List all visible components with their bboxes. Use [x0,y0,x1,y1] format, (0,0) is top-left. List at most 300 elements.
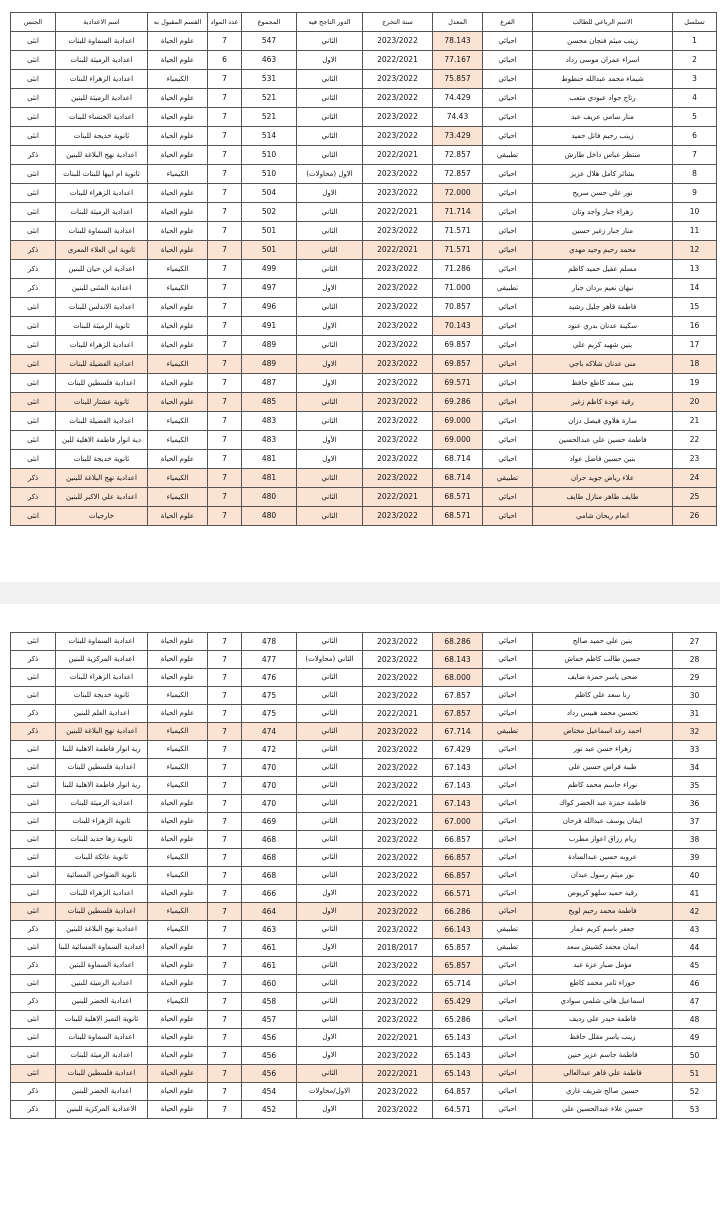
table-row [11,687,717,705]
cell-subjects: 7 [208,777,242,795]
cell-branch: احيائي [483,975,533,993]
cell-subjects: 7 [208,651,242,669]
cell-student-name: فاطمة محمد رحيم لويخ [533,903,673,921]
cell-subjects: 7 [208,795,242,813]
table-row [11,51,717,70]
cell-seq: 27 [673,633,717,651]
cell-subjects: 7 [208,412,242,431]
cell-branch: احيائي [483,957,533,975]
cell-total: 468 [242,831,297,849]
table-row [11,741,717,759]
cell-total: 470 [242,759,297,777]
cell-seq: 43 [673,921,717,939]
cell-round: الاول [297,374,363,393]
cell-school: اعدادية الرميثة للبنات [56,1047,148,1065]
cell-round: الاول [297,279,363,298]
cell-department: الكيمياء [148,993,208,1011]
cell-round: الاول [297,317,363,336]
cell-branch: احيائي [483,1083,533,1101]
cell-round: الثاني [297,108,363,127]
cell-average: 69.000 [433,431,483,450]
cell-student-name: نور علي حسن سريح [533,184,673,203]
cell-total: 457 [242,1011,297,1029]
cell-subjects: 7 [208,184,242,203]
cell-gender: انثى [11,393,56,412]
cell-department: علوم الحياة [148,317,208,336]
cell-total: 463 [242,921,297,939]
cell-school: اعدادية الزهراء للبنات [56,885,148,903]
cell-grad-year: 2023/2022 [363,374,433,393]
header-branch: الفرع [483,13,533,32]
cell-school: اعدادية فلسطين للبنات [56,1065,148,1083]
cell-total: 460 [242,975,297,993]
cell-subjects: 7 [208,1047,242,1065]
cell-branch: احيائي [483,507,533,526]
cell-average: 65.143 [433,1029,483,1047]
cell-department: علوم الحياة [148,975,208,993]
cell-branch: احيائي [483,374,533,393]
cell-department: علوم الحياة [148,1011,208,1029]
table-row [11,975,717,993]
cell-gender: ذكر [11,1101,56,1119]
cell-seq: 53 [673,1101,717,1119]
cell-gender: انثى [11,759,56,777]
cell-total: 466 [242,885,297,903]
cell-average: 67.429 [433,741,483,759]
cell-subjects: 7 [208,450,242,469]
cell-school: ثانوية عائكة للبنات [56,849,148,867]
cell-school: اعدادية السماوة للبنات [56,633,148,651]
cell-total: 458 [242,993,297,1011]
cell-grad-year: 2023/2022 [363,885,433,903]
cell-department: علوم الحياة [148,298,208,317]
cell-school: ثانوية زها حديد للبنات [56,831,148,849]
cell-department: علوم الحياة [148,108,208,127]
table-row [11,1083,717,1101]
cell-student-name: تحسين محمد هبيس رداد [533,705,673,723]
cell-grad-year: 2022/2021 [363,1065,433,1083]
cell-branch: احيائي [483,687,533,705]
cell-grad-year: 2023/2022 [363,633,433,651]
cell-average: 69.857 [433,336,483,355]
cell-average: 67.143 [433,795,483,813]
cell-branch: احيائي [483,903,533,921]
cell-seq: 7 [673,146,717,165]
cell-total: 478 [242,633,297,651]
table-row [11,317,717,336]
cell-grad-year: 2023/2022 [363,260,433,279]
cell-gender: انثى [11,298,56,317]
cell-department: الكيمياء [148,279,208,298]
cell-department: الكيمياء [148,687,208,705]
cell-average: 67.857 [433,687,483,705]
cell-gender: انثى [11,127,56,146]
cell-subjects: 7 [208,469,242,488]
cell-gender: انثى [11,777,56,795]
cell-branch: احيائي [483,298,533,317]
cell-student-name: فاطمة حسين علي عبدالحسين [533,431,673,450]
cell-branch: احيائي [483,1047,533,1065]
cell-school: اعدادية الرميثة للبنين [56,89,148,108]
cell-round: الاول [297,1047,363,1065]
table-row [11,32,717,51]
cell-branch: احيائي [483,1011,533,1029]
cell-subjects: 7 [208,355,242,374]
cell-school: دية انوار فاطمة الاهلية للبن [56,431,148,450]
cell-total: 456 [242,1047,297,1065]
cell-seq: 44 [673,939,717,957]
cell-total: 510 [242,146,297,165]
cell-seq: 51 [673,1065,717,1083]
cell-branch: احيائي [483,705,533,723]
cell-student-name: زينب رحيم فاتل حميد [533,127,673,146]
cell-seq: 50 [673,1047,717,1065]
cell-gender: انثى [11,849,56,867]
table-row [11,867,717,885]
cell-student-name: اسماعيل هاني شلمي سوادي [533,993,673,1011]
cell-department: الكيمياء [148,70,208,89]
cell-grad-year: 2023/2022 [363,412,433,431]
cell-seq: 40 [673,867,717,885]
cell-average: 68.571 [433,488,483,507]
cell-subjects: 7 [208,1101,242,1119]
cell-student-name: مسلم عقيل حميد كاظم [533,260,673,279]
cell-student-name: بشائر كامل هلال عزيز [533,165,673,184]
cell-seq: 38 [673,831,717,849]
cell-department: علوم الحياة [148,127,208,146]
cell-seq: 8 [673,165,717,184]
cell-school: اعدادية الرميثة للبنين [56,975,148,993]
cell-subjects: 7 [208,507,242,526]
cell-seq: 4 [673,89,717,108]
cell-average: 70.857 [433,298,483,317]
cell-school: اعدادية الخضر للبنين [56,993,148,1011]
cell-seq: 32 [673,723,717,741]
cell-subjects: 7 [208,813,242,831]
cell-student-name: فاطمة علي قاهر عبدالعالي [533,1065,673,1083]
cell-gender: انثى [11,885,56,903]
cell-average: 66.286 [433,903,483,921]
table-row [11,939,717,957]
cell-total: 501 [242,222,297,241]
cell-school: اعدادية الزهراء للبنات [56,336,148,355]
cell-average: 77.167 [433,51,483,70]
cell-school: اعدادية علي الاكبر للبنين [56,488,148,507]
cell-student-name: اسراء عمران موسى رداد [533,51,673,70]
cell-grad-year: 2023/2022 [363,723,433,741]
cell-department: الكيمياء [148,741,208,759]
cell-total: 456 [242,1029,297,1047]
cell-average: 69.286 [433,393,483,412]
cell-department: علوم الحياة [148,957,208,975]
cell-student-name: رتاج جواد عبودي متعب [533,89,673,108]
cell-seq: 16 [673,317,717,336]
cell-round: الثاني [297,469,363,488]
cell-average: 75.857 [433,70,483,89]
cell-average: 70.143 [433,317,483,336]
cell-total: 502 [242,203,297,222]
cell-grad-year: 2023/2022 [363,741,433,759]
cell-school: اعدادية المركزية للبنين [56,651,148,669]
cell-total: 461 [242,957,297,975]
table-body-page-2 [11,633,717,1119]
cell-total: 483 [242,412,297,431]
cell-department: علوم الحياة [148,374,208,393]
cell-student-name: زهراء جبار واجد وتان [533,203,673,222]
cell-gender: انثى [11,813,56,831]
cell-grad-year: 2023/2022 [363,450,433,469]
cell-grad-year: 2023/2022 [363,108,433,127]
cell-grad-year: 2023/2022 [363,431,433,450]
cell-branch: احيائي [483,831,533,849]
cell-seq: 34 [673,759,717,777]
cell-total: 510 [242,165,297,184]
cell-round: الثاني [297,957,363,975]
cell-department: الكيمياء [148,260,208,279]
cell-average: 64.571 [433,1101,483,1119]
cell-subjects: 7 [208,741,242,759]
cell-average: 68.714 [433,469,483,488]
cell-subjects: 7 [208,867,242,885]
header-subjects: عدد المواد [208,13,242,32]
cell-school: ثانوية عشتار للبنات [56,393,148,412]
cell-round: الاول (محاولات) [297,165,363,184]
cell-gender: انثى [11,1047,56,1065]
cell-seq: 17 [673,336,717,355]
cell-grad-year: 2018/2017 [363,939,433,957]
results-table-page-1 [10,12,716,526]
cell-total: 487 [242,374,297,393]
cell-seq: 24 [673,469,717,488]
cell-average: 68.714 [433,450,483,469]
cell-grad-year: 2023/2022 [363,975,433,993]
cell-round: الثاني [297,741,363,759]
cell-average: 65.857 [433,939,483,957]
cell-department: الكيمياء [148,165,208,184]
cell-school: اعدادية ابن حيان للبنين [56,260,148,279]
cell-average: 67.143 [433,759,483,777]
cell-school: اعدادية فلسطين للبنات [56,903,148,921]
cell-subjects: 7 [208,222,242,241]
cell-grad-year: 2023/2022 [363,759,433,777]
cell-grad-year: 2023/2022 [363,127,433,146]
cell-total: 477 [242,651,297,669]
cell-subjects: 7 [208,1029,242,1047]
table-row [11,1029,717,1047]
table-row [11,651,717,669]
cell-gender: ذكر [11,260,56,279]
cell-school: ثانوية خديجة للبنات [56,450,148,469]
cell-round: الثاني [297,975,363,993]
cell-average: 66.857 [433,849,483,867]
cell-branch: احيائي [483,1065,533,1083]
cell-seq: 49 [673,1029,717,1047]
cell-branch: احيائي [483,355,533,374]
cell-gender: انثى [11,70,56,89]
table-row [11,355,717,374]
cell-seq: 46 [673,975,717,993]
cell-department: الكيمياء [148,355,208,374]
table-row [11,184,717,203]
cell-round: الثاني [297,921,363,939]
cell-student-name: نوراء جاسم محمد كاظم [533,777,673,795]
cell-branch: احيائي [483,651,533,669]
cell-department: علوم الحياة [148,241,208,260]
cell-branch: احيائي [483,393,533,412]
table-row [11,903,717,921]
cell-round: الثاني [297,687,363,705]
cell-department: الكيمياء [148,412,208,431]
cell-student-name: رقية حميد سلهو كريوص [533,885,673,903]
cell-student-name: فاطمة حيدر علي رديف [533,1011,673,1029]
cell-student-name: ضحى ياسر حمزة ضايف [533,669,673,687]
cell-branch: احيائي [483,412,533,431]
cell-total: 480 [242,507,297,526]
cell-average: 67.857 [433,705,483,723]
cell-grad-year: 2023/2022 [363,687,433,705]
cell-seq: 39 [673,849,717,867]
cell-school: اعدادية الرميثة للبنات [56,203,148,222]
cell-subjects: 7 [208,32,242,51]
cell-round: الثاني [297,222,363,241]
cell-subjects: 7 [208,975,242,993]
cell-grad-year: 2022/2021 [363,488,433,507]
cell-round: الثاني [297,70,363,89]
cell-round: الاول [297,903,363,921]
cell-round: الثاني [297,777,363,795]
cell-branch: احيائي [483,849,533,867]
cell-department: علوم الحياة [148,939,208,957]
table-row [11,203,717,222]
cell-average: 71.714 [433,203,483,222]
table-row [11,450,717,469]
cell-round: الثاني [297,705,363,723]
cell-gender: انثى [11,355,56,374]
table-row [11,633,717,651]
cell-school: رية انوار فاطمة الاهلية للبنا [56,777,148,795]
cell-school: اعدادية الاندلس للبنات [56,298,148,317]
table-row [11,336,717,355]
cell-school: اعدادية السماوة للبنات [56,32,148,51]
cell-department: علوم الحياة [148,336,208,355]
cell-grad-year: 2023/2022 [363,336,433,355]
cell-seq: 36 [673,795,717,813]
cell-seq: 29 [673,669,717,687]
cell-student-name: حسين علاء عبدالحسين علي [533,1101,673,1119]
cell-gender: انثى [11,222,56,241]
cell-total: 474 [242,723,297,741]
cell-subjects: 7 [208,127,242,146]
cell-gender: انثى [11,975,56,993]
cell-seq: 41 [673,885,717,903]
cell-grad-year: 2023/2022 [363,849,433,867]
cell-grad-year: 2023/2022 [363,867,433,885]
cell-gender: ذكر [11,488,56,507]
cell-average: 66.571 [433,885,483,903]
cell-school: اعدادية المثنى للبنين [56,279,148,298]
cell-school: خارجيات [56,507,148,526]
cell-subjects: 7 [208,1083,242,1101]
cell-subjects: 7 [208,279,242,298]
cell-student-name: نيهان نعيم بردان جبار [533,279,673,298]
cell-school: اعدادية العلم للبنين [56,705,148,723]
cell-grad-year: 2023/2022 [363,184,433,203]
cell-total: 521 [242,108,297,127]
cell-grad-year: 2023/2022 [363,1047,433,1065]
cell-student-name: احمد رعد اسماعيل مختاض [533,723,673,741]
cell-branch: احيائي [483,203,533,222]
cell-grad-year: 2023/2022 [363,777,433,795]
cell-total: 472 [242,741,297,759]
cell-student-name: فاطمة حمزة عبد الخضر كواك [533,795,673,813]
cell-grad-year: 2022/2021 [363,51,433,70]
cell-average: 72.000 [433,184,483,203]
table-row [11,108,717,127]
cell-branch: تطبيقي [483,723,533,741]
cell-round: الأول [297,431,363,450]
cell-average: 72.857 [433,165,483,184]
table-row [11,70,717,89]
cell-school: اعدادية الخنساء للبنات [56,108,148,127]
cell-school: اعدادية السماوة للبنات [56,222,148,241]
cell-subjects: 7 [208,374,242,393]
cell-subjects: 7 [208,89,242,108]
cell-school: اعدادية نهج البلاغة للبنين [56,469,148,488]
cell-round: الثاني [297,298,363,317]
table-row [11,669,717,687]
cell-department: علوم الحياة [148,146,208,165]
cell-grad-year: 2022/2021 [363,1029,433,1047]
cell-department: علوم الحياة [148,32,208,51]
cell-gender: انثى [11,939,56,957]
cell-seq: 23 [673,450,717,469]
cell-total: 489 [242,355,297,374]
cell-student-name: سارة هلاوي فيصل دزان [533,412,673,431]
cell-average: 69.571 [433,374,483,393]
cell-seq: 21 [673,412,717,431]
cell-student-name: فاطمة قاهر جليل رشيد [533,298,673,317]
cell-grad-year: 2023/2022 [363,1101,433,1119]
header-average: المعدل [433,13,483,32]
cell-average: 72.857 [433,146,483,165]
cell-seq: 31 [673,705,717,723]
cell-department: علوم الحياة [148,184,208,203]
cell-subjects: 7 [208,687,242,705]
cell-student-name: عروبه حسين عبدالسادة [533,849,673,867]
cell-subjects: 7 [208,759,242,777]
cell-department: الكيمياء [148,488,208,507]
cell-department: الكيمياء [148,723,208,741]
cell-total: 452 [242,1101,297,1119]
cell-round: الثاني [297,723,363,741]
cell-student-name: علاء رياض جويد حران [533,469,673,488]
cell-school: اعدادية نهج البلاغة للبنين [56,723,148,741]
cell-subjects: 7 [208,831,242,849]
cell-branch: احيائي [483,127,533,146]
cell-grad-year: 2022/2021 [363,146,433,165]
cell-grad-year: 2022/2021 [363,795,433,813]
cell-total: 476 [242,669,297,687]
cell-average: 65.714 [433,975,483,993]
cell-round: الثاني [297,412,363,431]
cell-average: 71.571 [433,222,483,241]
table-row [11,1101,717,1119]
cell-grad-year: 2023/2022 [363,32,433,51]
cell-subjects: 7 [208,488,242,507]
table-row [11,279,717,298]
cell-department: علوم الحياة [148,651,208,669]
cell-department: علوم الحياة [148,1029,208,1047]
